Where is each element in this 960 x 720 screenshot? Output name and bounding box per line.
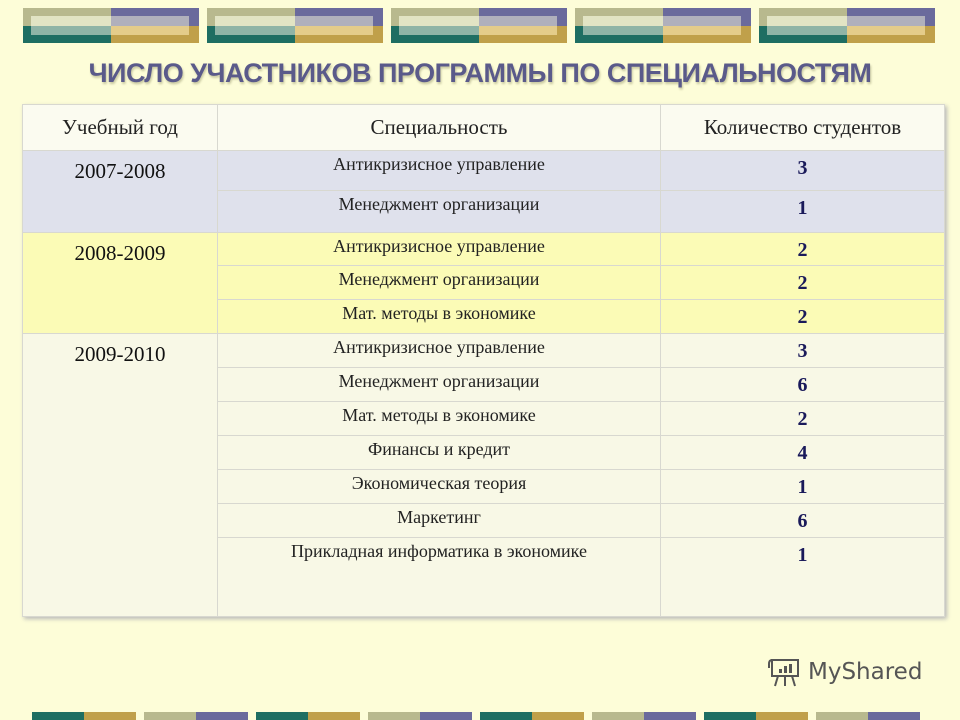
footer-bar — [308, 712, 360, 720]
table-row — [23, 233, 945, 266]
footer-bar — [196, 712, 248, 720]
footer-bar — [816, 712, 868, 720]
table-row — [23, 334, 945, 368]
count-cell: 6 — [661, 368, 945, 402]
year-cell: 2008-2009 — [23, 233, 218, 334]
footer-bar — [644, 712, 696, 720]
specialty-cell: Экономическая теория — [218, 470, 661, 504]
specialty-cell: Антикризисное управление — [218, 334, 661, 368]
specialty-cell: Мат. методы в экономике — [218, 300, 661, 334]
count-cell: 1 — [661, 470, 945, 504]
footer-bar — [256, 712, 308, 720]
footer-bar — [704, 712, 756, 720]
year-cell: 2007-2008 — [23, 151, 218, 233]
specialty-cell: Финансы и кредит — [218, 436, 661, 470]
footer-bar — [532, 712, 584, 720]
specialty-cell: Менеджмент организации — [218, 368, 661, 402]
header-year: Учебный год — [23, 105, 218, 151]
count-cell: 2 — [661, 266, 945, 300]
count-cell: 2 — [661, 233, 945, 266]
decor-block — [23, 8, 199, 43]
specialty-cell: Антикризисное управление — [218, 233, 661, 266]
count-cell: 3 — [661, 151, 945, 191]
decor-block — [207, 8, 383, 43]
decor-block — [575, 8, 751, 43]
specialty-cell: Антикризисное управление — [218, 151, 661, 191]
header-count: Количество студентов — [661, 105, 945, 151]
specialty-cell: Мат. методы в экономике — [218, 402, 661, 436]
count-cell: 6 — [661, 504, 945, 538]
watermark-text: MyShared — [808, 659, 923, 685]
specialty-cell: Маркетинг — [218, 504, 661, 538]
footer-bar — [868, 712, 920, 720]
table-row — [23, 151, 945, 191]
footer-bar — [32, 712, 84, 720]
slide-title: ЧИСЛО УЧАСТНИКОВ ПРОГРАММЫ ПО СПЕЦИАЛЬНОСТЯМ — [88, 58, 872, 88]
table-header-row — [23, 105, 945, 151]
specialty-cell: Прикладная информатика в экономике — [218, 538, 661, 617]
decor-block — [759, 8, 935, 43]
footer-bar — [592, 712, 644, 720]
count-cell: 2 — [661, 402, 945, 436]
footer-bar — [144, 712, 196, 720]
specialty-cell: Менеджмент организации — [218, 191, 661, 233]
footer-bar — [756, 712, 808, 720]
count-cell: 2 — [661, 300, 945, 334]
presentation-board-icon — [768, 656, 802, 688]
participants-table — [22, 104, 945, 617]
footer-bar — [368, 712, 420, 720]
year-cell: 2009-2010 — [23, 334, 218, 617]
count-cell: 1 — [661, 191, 945, 233]
count-cell: 3 — [661, 334, 945, 368]
footer-bar — [480, 712, 532, 720]
footer-bar — [420, 712, 472, 720]
specialty-cell: Менеджмент организации — [218, 266, 661, 300]
footer-bar — [84, 712, 136, 720]
count-cell: 4 — [661, 436, 945, 470]
decor-block — [391, 8, 567, 43]
header-specialty: Специальность — [218, 105, 661, 151]
watermark-logo — [768, 656, 922, 688]
count-cell: 1 — [661, 538, 945, 617]
